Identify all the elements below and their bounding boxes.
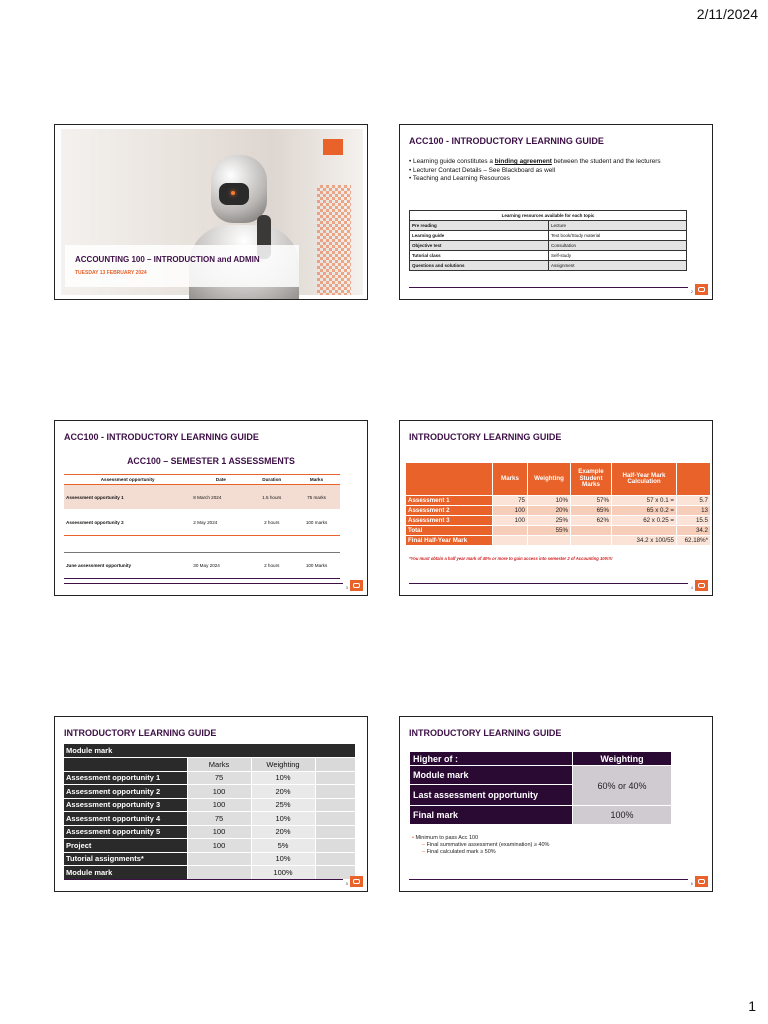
column-header: Weighting [528, 463, 571, 496]
bullet-item [409, 158, 703, 167]
footer-line [409, 879, 688, 880]
table-cell: 57% [571, 496, 612, 506]
footer-line [409, 287, 688, 288]
table-cell: Assessment opportunity 1 [64, 485, 191, 510]
table-cell [187, 866, 251, 880]
university-logo-icon [350, 580, 363, 591]
slide-1-title: ACCOUNTING 100 – INTRODUCTION and ADMIN [75, 255, 260, 264]
university-logo-icon [323, 139, 343, 155]
slide-number: 5 [345, 881, 348, 886]
final-mark-table [409, 751, 672, 825]
table-cell: 55% [528, 526, 571, 536]
footer-line [64, 879, 343, 880]
table-cell: Assessment opportunity 4 [64, 812, 187, 826]
table-cell: 10% [528, 496, 571, 506]
slide-5-thumbnail[interactable] [54, 716, 368, 892]
print-date: 2/11/2024 [696, 6, 758, 22]
table-row [64, 509, 340, 536]
table-row [64, 852, 356, 866]
table-cell: 100 Marks [293, 553, 340, 579]
slide-3-subtitle: ACC100 – SEMESTER 1 ASSESSMENTS [127, 456, 295, 466]
table-cell: 25% [528, 516, 571, 526]
table-cell: 2 May 2024 [191, 509, 250, 536]
table-cell: 75 [187, 771, 251, 785]
table-cell: 20% [251, 825, 315, 839]
table-cell [493, 526, 528, 536]
university-logo-icon [695, 876, 708, 887]
column-header: Weighting [573, 752, 672, 766]
table-row [406, 516, 711, 526]
table-cell: 34.2 [677, 526, 711, 536]
table-row [406, 496, 711, 506]
table-cell: 57 x 0.1 = [612, 496, 677, 506]
table-cell: 5% [251, 839, 315, 853]
table-cell: Assignment [549, 261, 687, 271]
bullet-item: • Lecturer Contact Details – See Blackboard as well [409, 167, 703, 176]
list-item: – Final summative assessment (examination) ≥ 40% [412, 842, 549, 849]
table-caption: Learning resources available for each topic [410, 211, 687, 221]
table-cell: Assessment opportunity 3 [64, 798, 187, 812]
column-header: Marks [293, 475, 340, 485]
table-cell: Tutorial assignments* [64, 852, 187, 866]
slide-2-bullets [409, 158, 703, 184]
table-row [64, 553, 340, 579]
table-cell: 20% [528, 506, 571, 516]
table-cell: 62.18%* [677, 536, 711, 546]
robot-eye [231, 191, 235, 195]
table-cell: 75 marks [293, 485, 340, 510]
table-cell: 100 [493, 506, 528, 516]
table-row [64, 825, 356, 839]
table-cell [315, 785, 356, 799]
slide-4-thumbnail[interactable] [399, 420, 713, 596]
table-row [406, 526, 711, 536]
requirement-notice: *You must obtain a half year mark of 40% or more to gain access into semester 2 of Accounting 100!!!! [409, 556, 613, 561]
table-row [64, 839, 356, 853]
list-item: • Minimum to pass Acc 100 [412, 835, 549, 842]
table-cell: Text book/Study material [549, 231, 687, 241]
slide-5-title: INTRODUCTORY LEARNING GUIDE [64, 728, 217, 738]
table-cell: 62% [571, 516, 612, 526]
table-cell [571, 526, 612, 536]
table-cell: Assessment opportunity 5 [64, 825, 187, 839]
decorative-pattern [317, 185, 351, 295]
slide-2-thumbnail[interactable] [399, 124, 713, 300]
table-cell: Module mark [64, 866, 187, 880]
slide-number: 2 [690, 289, 693, 294]
table-cell [315, 798, 356, 812]
table-cell [528, 536, 571, 546]
table-cell: Assessment opportunity 2 [64, 509, 191, 536]
table-cell: Assessment opportunity 1 [64, 771, 187, 785]
slide-3-thumbnail[interactable] [54, 420, 368, 596]
table-cell [571, 536, 612, 546]
slide-number: 4 [690, 585, 693, 590]
table-cell: 62 x 0.25 = [612, 516, 677, 526]
table-row [406, 536, 711, 546]
table-cell: 34.2 x 100/55 [612, 536, 677, 546]
table-cell: 75 [493, 496, 528, 506]
table-cell: Assessment 2 [406, 506, 493, 516]
table-cell: 75 [187, 812, 251, 826]
pass-requirements-list [412, 835, 549, 856]
table-cell: 65 x 0.2 = [612, 506, 677, 516]
table-cell: 100% [251, 866, 315, 880]
table-cell: 10% [251, 771, 315, 785]
table-cell: Self-study [549, 251, 687, 261]
table-row [64, 866, 356, 880]
footer-line [409, 583, 688, 584]
page-number: 1 [748, 998, 756, 1014]
table-cell [493, 536, 528, 546]
column-header [315, 758, 356, 772]
table-row [64, 771, 356, 785]
column-header: Weighting [251, 758, 315, 772]
table-cell: 8 March 2024 [191, 485, 250, 510]
table-cell: Pre reading [410, 221, 549, 231]
table-cell: 15.5 [677, 516, 711, 526]
slide-number: 3 [345, 585, 348, 590]
table-row [64, 785, 356, 799]
list-item: – Final calculated mark ≥ 50% [412, 849, 549, 856]
column-header: Half-Year Mark Calculation [612, 463, 677, 496]
table-cell: Final Half-Year Mark [406, 536, 493, 546]
table-cell: 5.7 [677, 496, 711, 506]
assessments-table [64, 474, 340, 579]
slide-6-title: INTRODUCTORY LEARNING GUIDE [409, 728, 562, 738]
table-cell: 1.5 hours [250, 485, 293, 510]
table-cell: Total [406, 526, 493, 536]
table-cell [315, 839, 356, 853]
table-cell: 10% [251, 812, 315, 826]
table-cell: 100 [187, 785, 251, 799]
table-cell: 20% [251, 785, 315, 799]
slide-number: 6 [690, 881, 693, 886]
table-cell [315, 825, 356, 839]
column-header: Assessment opportunity [64, 475, 191, 485]
column-header [406, 463, 493, 496]
university-logo-text [319, 157, 349, 160]
module-mark-table [64, 744, 356, 880]
table-cell: Project [64, 839, 187, 853]
table-cell: 100 [187, 839, 251, 853]
table-cell: Consultation [549, 241, 687, 251]
cover-title-box [65, 245, 299, 287]
slide-6-thumbnail[interactable] [399, 716, 713, 892]
table-cell: Lecture [549, 221, 687, 231]
table-cell: 2 hours [250, 553, 293, 579]
column-header: Duration [250, 475, 293, 485]
column-header: Example Student Marks [571, 463, 612, 496]
bullet-text: between the student and the lecturers [551, 158, 661, 165]
column-header [677, 463, 711, 496]
table-cell: 100 [187, 798, 251, 812]
table-cell: Assessment 3 [406, 516, 493, 526]
slide-2-title: ACC100 - INTRODUCTORY LEARNING GUIDE [409, 136, 604, 146]
column-header: Marks [493, 463, 528, 496]
table-cell: 25% [251, 798, 315, 812]
row-spacer [64, 536, 340, 553]
bullet-emphasis: binding agreement [494, 158, 552, 165]
table-cell: June assessment opportunity [64, 553, 191, 579]
table-cell [612, 526, 677, 536]
university-logo-icon [350, 876, 363, 887]
footer-line [64, 583, 343, 584]
table-cell: 10% [251, 852, 315, 866]
column-header: Marks [187, 758, 251, 772]
table-cell: 2 hours [250, 509, 293, 536]
table-row [406, 506, 711, 516]
bullet-item: • Teaching and Learning Resources [409, 175, 703, 184]
slide-1-subtitle: TUESDAY 13 FEBRUARY 2024 [75, 270, 147, 276]
table-cell: Higher of : [410, 752, 573, 766]
table-cell: 100% [573, 806, 672, 825]
table-cell: 65% [571, 506, 612, 516]
table-cell: 100 [187, 825, 251, 839]
table-cell: Assessment 1 [406, 496, 493, 506]
column-header: Date [191, 475, 250, 485]
table-cell: 30 May 2024 [191, 553, 250, 579]
slide-4-title: INTRODUCTORY LEARNING GUIDE [409, 432, 562, 442]
university-logo-icon [695, 284, 708, 295]
table-row [64, 812, 356, 826]
table-cell: Assessment opportunity 2 [64, 785, 187, 799]
table-cell: Objective test [410, 241, 549, 251]
table-cell: 60% or 40% [573, 766, 672, 806]
slide-1-thumbnail[interactable] [54, 124, 368, 300]
bullet-text: Learning guide constitutes a [413, 158, 495, 165]
table-cell: 100 [493, 516, 528, 526]
table-caption: Module mark [64, 744, 356, 758]
table-row [64, 485, 340, 510]
table-row [64, 798, 356, 812]
table-cell: Learning guide [410, 231, 549, 241]
resources-table [409, 210, 687, 271]
table-cell [187, 852, 251, 866]
slide-3-title: ACC100 - INTRODUCTORY LEARNING GUIDE [64, 432, 259, 442]
table-cell: 13 [677, 506, 711, 516]
table-cell: Tutorial class [410, 251, 549, 261]
table-cell: Module mark [410, 766, 573, 785]
table-cell: 100 marks [293, 509, 340, 536]
table-cell: Final mark [410, 806, 573, 825]
table-cell [315, 852, 356, 866]
university-logo-icon [695, 580, 708, 591]
table-cell: Questions and solutions [410, 261, 549, 271]
table-cell [315, 771, 356, 785]
half-year-mark-table [405, 462, 711, 546]
column-header [64, 758, 187, 772]
table-cell: Last assessment opportunity [410, 785, 573, 806]
table-cell [315, 812, 356, 826]
